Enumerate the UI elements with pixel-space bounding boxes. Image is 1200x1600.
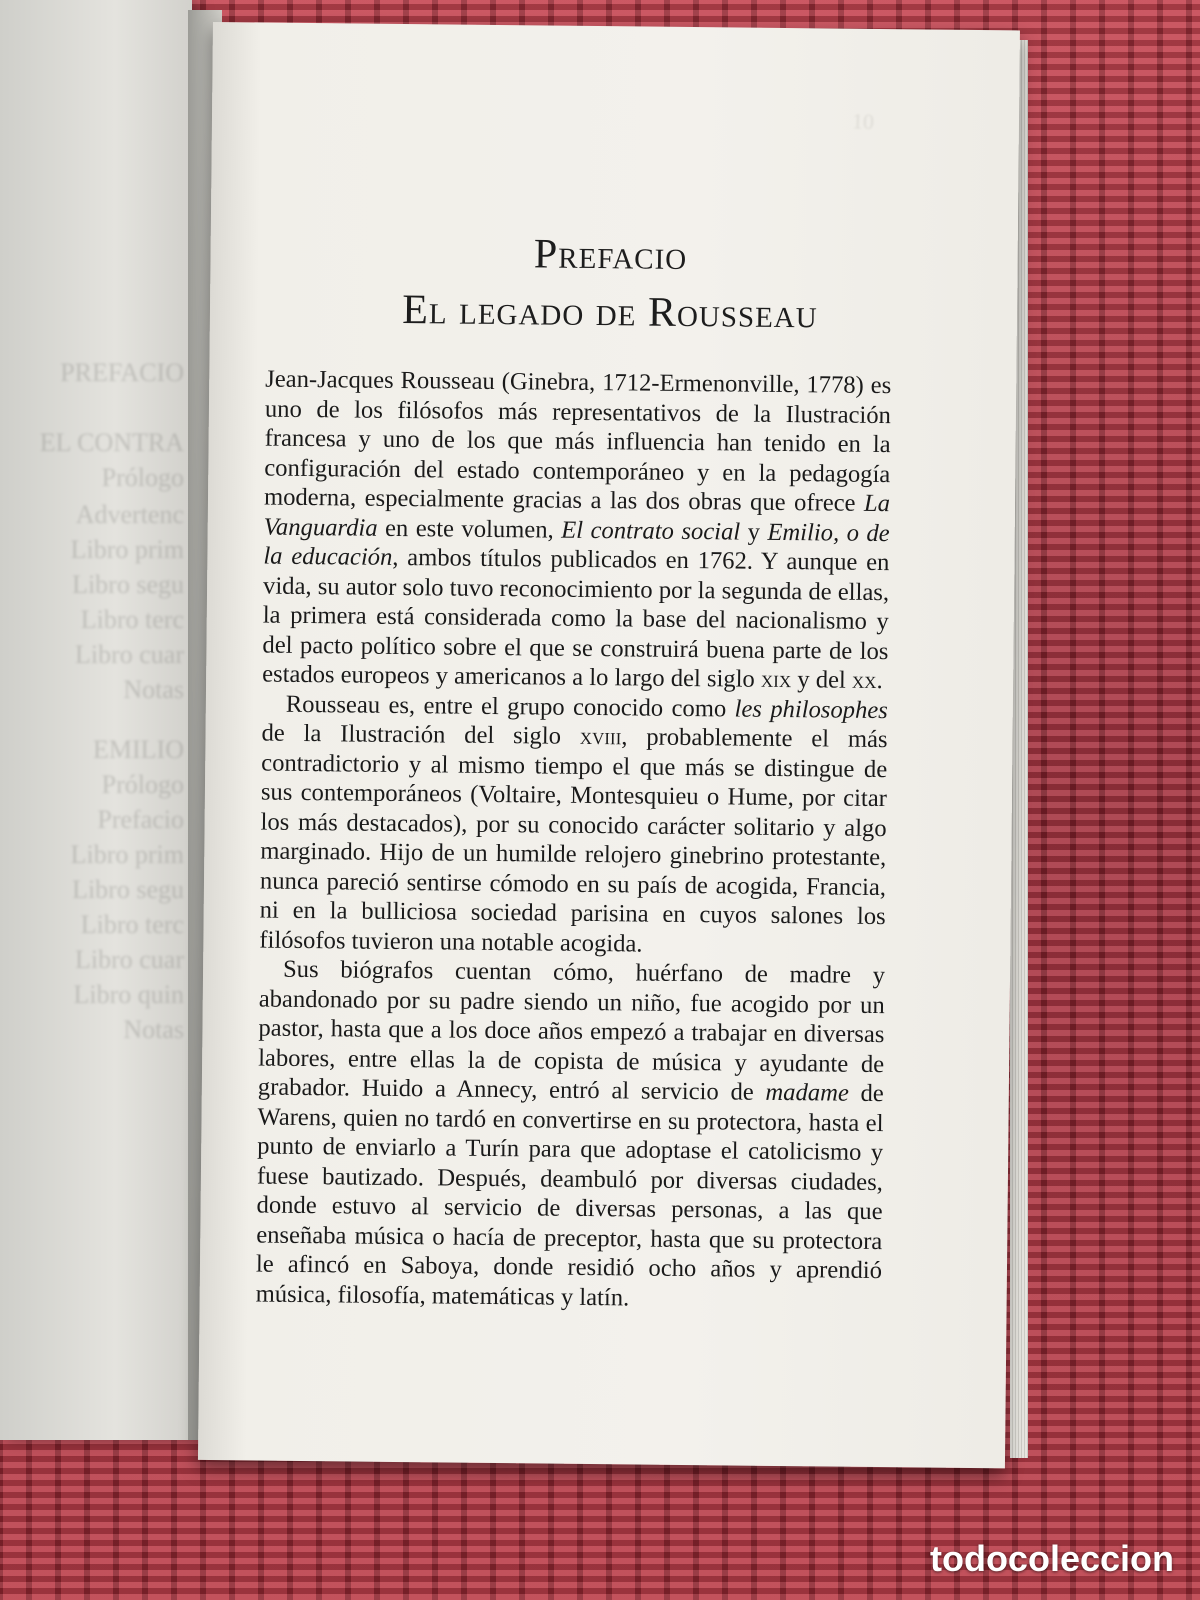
left-page-ghost-line: Libro terc	[80, 605, 184, 634]
text-segment: Sus biógrafos cuentan cómo, huérfano de madre y abandonado por su padre siendo un niño, fue acogido por un pastor, hasta que a los doce años empezó a trabajar en diversas labores, entre ellas la de copista de música y ayudante de grabador. Huido a Annecy, entró al servicio de	[257, 955, 886, 1106]
text-segment: Jean-Jacques Rousseau (Ginebra, 1712-Ermenonville, 1778) es uno de los filósofos más representativos de la Ilustración francesa y uno de los que más influencia han tenido en la configuración del estado contemporáneo y en la pedagogía moderna, especialmente gracias a las dos obras que ofrece	[263, 365, 892, 517]
body-paragraph	[259, 689, 888, 961]
left-page-ghost-line: EMILIO	[93, 735, 184, 764]
italic-text: madame	[765, 1078, 849, 1107]
text-segment: , ambos títulos publicados en 1762. Y aunque en vida, su autor solo tuvo reconocimiento por la segunda de ellas, la primera está considerada como la base del nacionalismo y del pacto político sobre el que se construirá buena parte de los estados europeos y americanos a lo largo del siglo	[262, 543, 890, 693]
chapter-subtitle: El legado de Rousseau	[402, 286, 818, 338]
left-page-ghost-line: Prefacio	[97, 805, 184, 834]
left-page-ghost-line: Libro cuar	[74, 945, 184, 974]
left-page-ghost-line: Notas	[123, 675, 184, 704]
left-page-ghost-line: Prólogo	[101, 770, 184, 799]
text-segment: , probablemente el más contradictorio y al mismo tiempo el que más se distingue de sus contemporáneos (Voltaire, Montesquieu o Hume, por citar los más destacados), por su conocido carácter solitario y algo marginado. Hijo de un humilde relojero ginebrino protestante, nunca pareció sentirse cómodo en su país de acogida, Francia, ni en la bulliciosa sociedad parisina en cuyos salones los filósofos tuvieron una notable acogida.	[259, 723, 888, 958]
left-page-ghost-line: Advertenc	[75, 500, 184, 529]
small-caps-text: xix	[760, 665, 792, 694]
text-segment: .	[876, 666, 883, 695]
text-segment: y	[740, 518, 768, 546]
left-page	[0, 0, 192, 1440]
text-segment: y del	[791, 666, 853, 694]
body-paragraph	[262, 365, 891, 696]
italic-text: La Vanguardia	[263, 489, 891, 542]
small-caps-text: xviii	[579, 722, 622, 751]
italic-text: les philosophes	[734, 695, 888, 724]
show-through-page-number: 10	[851, 108, 875, 135]
left-page-ghost-line: Prólogo	[101, 463, 184, 492]
text-segment: de la Ilustración del siglo	[261, 719, 580, 750]
left-page-ghost-line: Notas	[123, 1015, 184, 1044]
italic-text: Emilio, o de la educación	[263, 518, 890, 571]
text-segment: Rousseau es, entre el grupo conocido como	[285, 690, 735, 722]
watermark-logo: todocoleccion	[929, 1538, 1174, 1579]
left-page-ghost-line: PREFACIO	[60, 358, 184, 387]
small-caps-text: xx	[851, 666, 877, 694]
left-page-ghost-line: Libro segu	[72, 570, 184, 599]
left-page-ghost-line: Libro prim	[70, 535, 184, 564]
left-page-ghost-line: Libro segu	[72, 875, 184, 904]
body-paragraph	[256, 955, 886, 1316]
left-page-ghost-line: Libro prim	[70, 840, 184, 869]
italic-text: El contrato social	[561, 516, 741, 546]
left-page-ghost-line: EL CONTRA	[39, 428, 184, 457]
left-page-ghost-line: Libro terc	[80, 910, 184, 939]
left-page-ghost-line: Libro cuar	[74, 640, 184, 669]
chapter-title: Prefacio	[533, 231, 688, 279]
text-segment: en este volumen,	[377, 514, 562, 544]
right-page	[198, 22, 1020, 1468]
body-text	[256, 365, 892, 1316]
text-segment: de Warens, quien no tardó en convertirse en su protectora, hasta el punto de enviarlo a Turín para que adoptase el catolicismo y fuese bautizado. Después, deambuló por diversas ciudades, donde estuvo al servicio de diversas personas, a las que enseñaba música o hacía de preceptor, hasta que su protectora le afincó en Saboya, donde residió ocho años y aprendió música, filosofía, matemáticas y latín.	[255, 1079, 884, 1311]
left-page-ghost-line: Libro quin	[73, 980, 184, 1009]
